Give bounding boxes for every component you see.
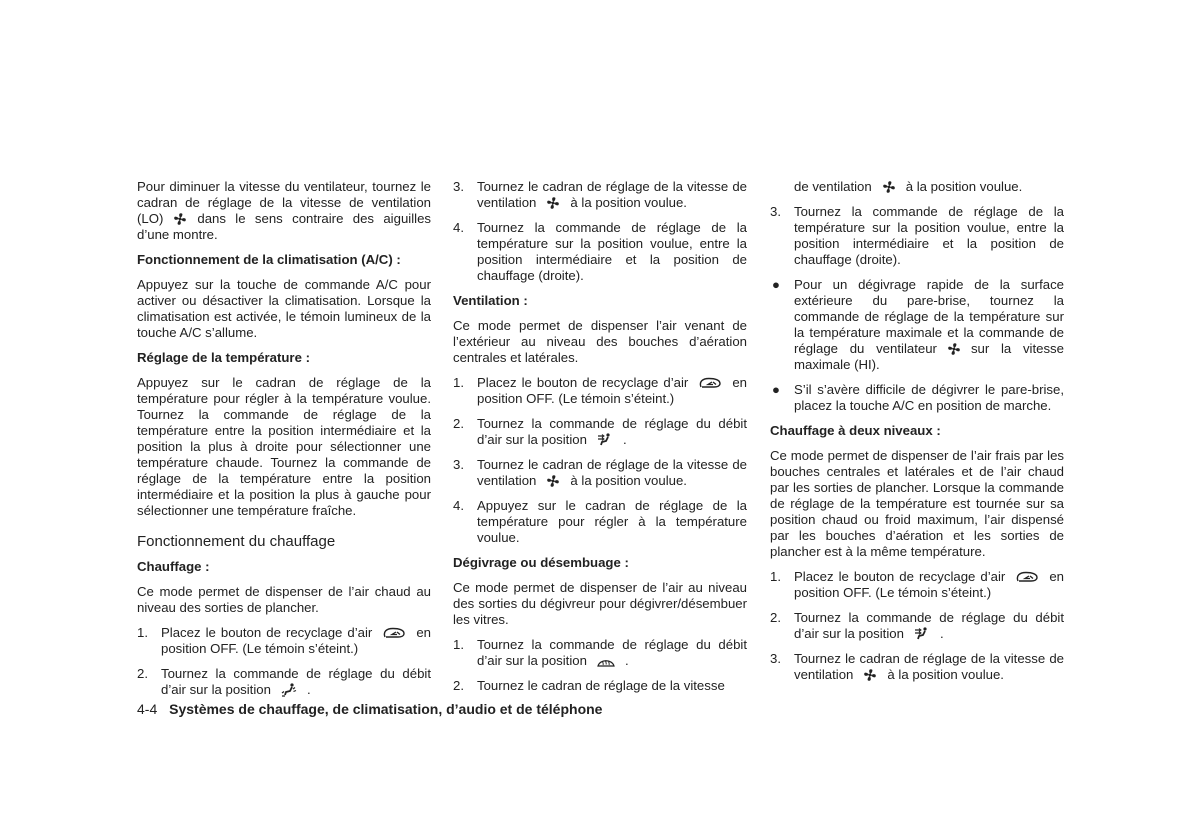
- paragraph-temperature: Appuyez sur le cadran de réglage de la température pour régler à la température voulue. Tournez la commande de réglage de la température entre la position intermédiaire et la position la plus à droite pour sélectionner une température chaude. Tournez la commande de réglage de la température entre la position intermédiaire et la position la plus à gauche pour sélectionner une température fraîche.: [137, 375, 431, 518]
- heading-temperature: Réglage de la température :: [137, 350, 310, 365]
- list-item: 3. Tournez le cadran de réglage de la vitesse de ventilation à la position voulue.: [453, 179, 747, 210]
- section-title-heating: Fonctionnement du chauffage: [137, 533, 336, 550]
- page-number: 4-4: [137, 701, 158, 717]
- list-item: 3. Tournez la commande de réglage de la température sur la position voulue, entre la position intermédiaire et la position de chauffage (droite).: [770, 204, 1064, 267]
- air-recirculation-icon: [1015, 570, 1039, 584]
- heading-ac: Fonctionnement de la climatisation (A/C) :: [137, 252, 401, 267]
- fan-icon: [546, 474, 560, 488]
- paragraph-ventilation: Ce mode permet de dispenser l’air venant de l’extérieur au niveau des bouches d’aération centrales et latérales.: [453, 318, 747, 365]
- bullet-item: ● Pour un dégivrage rapide de la surface extérieure du pare-brise, tournez la commande de réglage de la température sur la température maximale et la commande de réglage du ventilateur sur la vitesse maximale (HI).: [772, 277, 1064, 372]
- heading-ventilation: Ventilation :: [453, 293, 528, 308]
- list-item: 4. Tournez la commande de réglage de la température sur la position voulue, entre la position intermédiaire et la position de chauffage (droite).: [453, 220, 747, 283]
- chapter-title: Systèmes de chauffage, de climatisation, d’audio et de téléphone: [169, 701, 603, 717]
- column-1: [137, 179, 431, 707]
- column-3: [770, 179, 1064, 692]
- list-item: 2. Tournez la commande de réglage du débit d’air sur la position .: [770, 610, 1064, 641]
- list-item: 1. Placez le bouton de recyclage d’air en position OFF. (Le témoin s’éteint.): [453, 375, 747, 406]
- fan-icon: [863, 668, 877, 682]
- bullet-item: ● S’il s’avère difficile de dégivrer le pare-brise, placez la touche A/C en position de marche.: [772, 382, 1064, 413]
- column-2: [453, 179, 747, 703]
- bi-level-mode-icon: [597, 433, 613, 447]
- paragraph-ac: Appuyez sur la touche de commande A/C pour activer ou désactiver la climatisation. Lorsque la climatisation est activée, le témoin lumineux de la touche A/C s’allume.: [137, 277, 431, 340]
- fan-icon: [947, 342, 961, 356]
- page-footer: [137, 700, 602, 718]
- paragraph-defrost: Ce mode permet de dispenser de l’air au niveau des sorties du dégivreur pour dégivrer/désembuer les vitres.: [453, 580, 747, 627]
- paragraph-heating: Ce mode permet de dispenser de l’air chaud au niveau des sorties de plancher.: [137, 584, 431, 615]
- list-item-continued: de ventilation à la position voulue.: [794, 179, 1023, 194]
- list-item: 1. Tournez la commande de réglage du débit d’air sur la position .: [453, 637, 747, 668]
- fan-icon: [882, 180, 896, 194]
- list-item: 2. Tournez le cadran de réglage de la vitesse: [453, 678, 725, 693]
- list-item: 3. Tournez le cadran de réglage de la vitesse de ventilation à la position voulue.: [453, 457, 747, 488]
- paragraph-fan-speed: Pour diminuer la vitesse du ventilateur, tournez le cadran de réglage de la vitesse de ventilation (LO) dans le sens contraire des aiguilles d’une montre.: [137, 179, 431, 242]
- list-item: 2. Tournez la commande de réglage du débit d’air sur la position .: [453, 416, 747, 447]
- bi-level-mode-icon: [914, 627, 930, 641]
- bullet-icon: ●: [772, 277, 780, 292]
- list-item: 1. Placez le bouton de recyclage d’air en position OFF. (Le témoin s’éteint.): [770, 569, 1064, 600]
- air-recirculation-icon: [698, 376, 722, 390]
- bullet-icon: ●: [772, 382, 780, 397]
- heading-defrost: Dégivrage ou désembuage :: [453, 555, 629, 570]
- fan-icon: [173, 212, 187, 226]
- foot-mode-icon: [281, 683, 297, 697]
- defrost-mode-icon: [597, 656, 615, 668]
- list-item: 2. Tournez la commande de réglage du débit d’air sur la position .: [137, 666, 431, 697]
- fan-icon: [546, 196, 560, 210]
- heading-heating: Chauffage :: [137, 559, 210, 574]
- heading-bi-level: Chauffage à deux niveaux :: [770, 423, 941, 438]
- paragraph-bi-level: Ce mode permet de dispenser de l’air frais par les bouches centrales et latérales et de l’air chaud par les sorties de plancher. Lorsque la commande de réglage de la température est tournée sur sa position chaud ou froid maximum, l’air dispensé par les bouches d’aération et les sorties de plancher est à la même température.: [770, 448, 1064, 559]
- list-item: 3. Tournez le cadran de réglage de la vitesse de ventilation à la position voulue.: [770, 651, 1064, 682]
- air-recirculation-icon: [382, 626, 406, 640]
- list-item: 1. Placez le bouton de recyclage d’air en position OFF. (Le témoin s’éteint.): [137, 625, 431, 656]
- list-item: 4. Appuyez sur le cadran de réglage de la température pour régler à la température voulue.: [453, 498, 747, 545]
